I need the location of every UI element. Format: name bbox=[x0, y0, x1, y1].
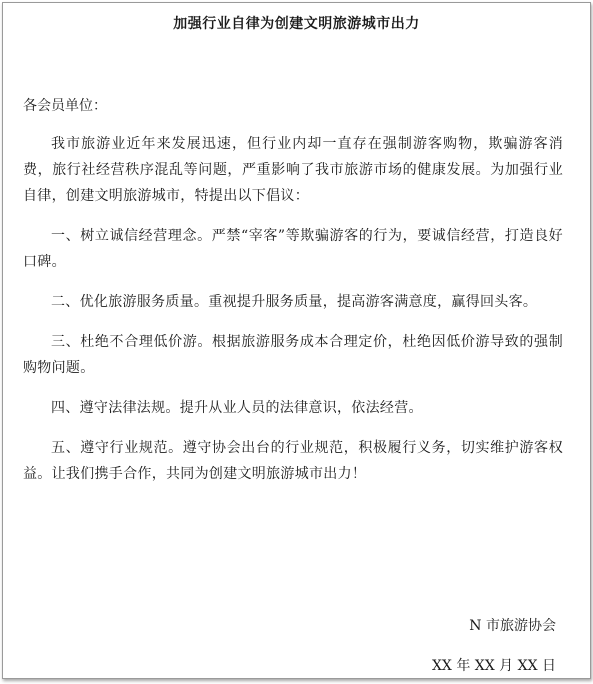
paragraph-item-5: 五、遵守行业规范。遵守协会出台的行业规范，积极履行义务，切实维护游客权益。让我们携手合作，共同为创建文明旅游城市出力！ bbox=[23, 440, 563, 482]
salutation: 各会员单位： bbox=[23, 98, 107, 114]
paragraph-intro: 我市旅游业近年来发展迅速，但行业内却一直存在强制游客购物，欺骗游客消费，旅行社经营秩序混乱等问题，严重影响了我市旅游市场的健康发展。为加强行业自律，创建文明旅游城市，特提出以下倡议： bbox=[23, 136, 563, 204]
paragraph-item-1: 一、树立诚信经营理念。严禁“宰客”等欺骗游客的行为，要诚信经营，打造良好口碑。 bbox=[23, 228, 563, 270]
paragraph-item-2: 二、优化旅游服务质量。重视提升服务质量，提高游客满意度，赢得回头客。 bbox=[51, 294, 538, 310]
signature-date: XX 年 XX 月 XX 日 bbox=[431, 658, 556, 674]
document-body bbox=[23, 131, 563, 501]
document-title: 加强行业自律为创建文明旅游城市出力 bbox=[173, 16, 420, 32]
paragraph-item-3: 三、杜绝不合理低价游。根据旅游服务成本合理定价，杜绝因低价游导致的强制购物问题。 bbox=[23, 334, 563, 376]
paragraph-item-4: 四、遵守法律法规。提升从业人员的法律意识，依法经营。 bbox=[51, 400, 423, 416]
document-page bbox=[2, 2, 591, 679]
signature-organization: N 市旅游协会 bbox=[469, 618, 556, 634]
